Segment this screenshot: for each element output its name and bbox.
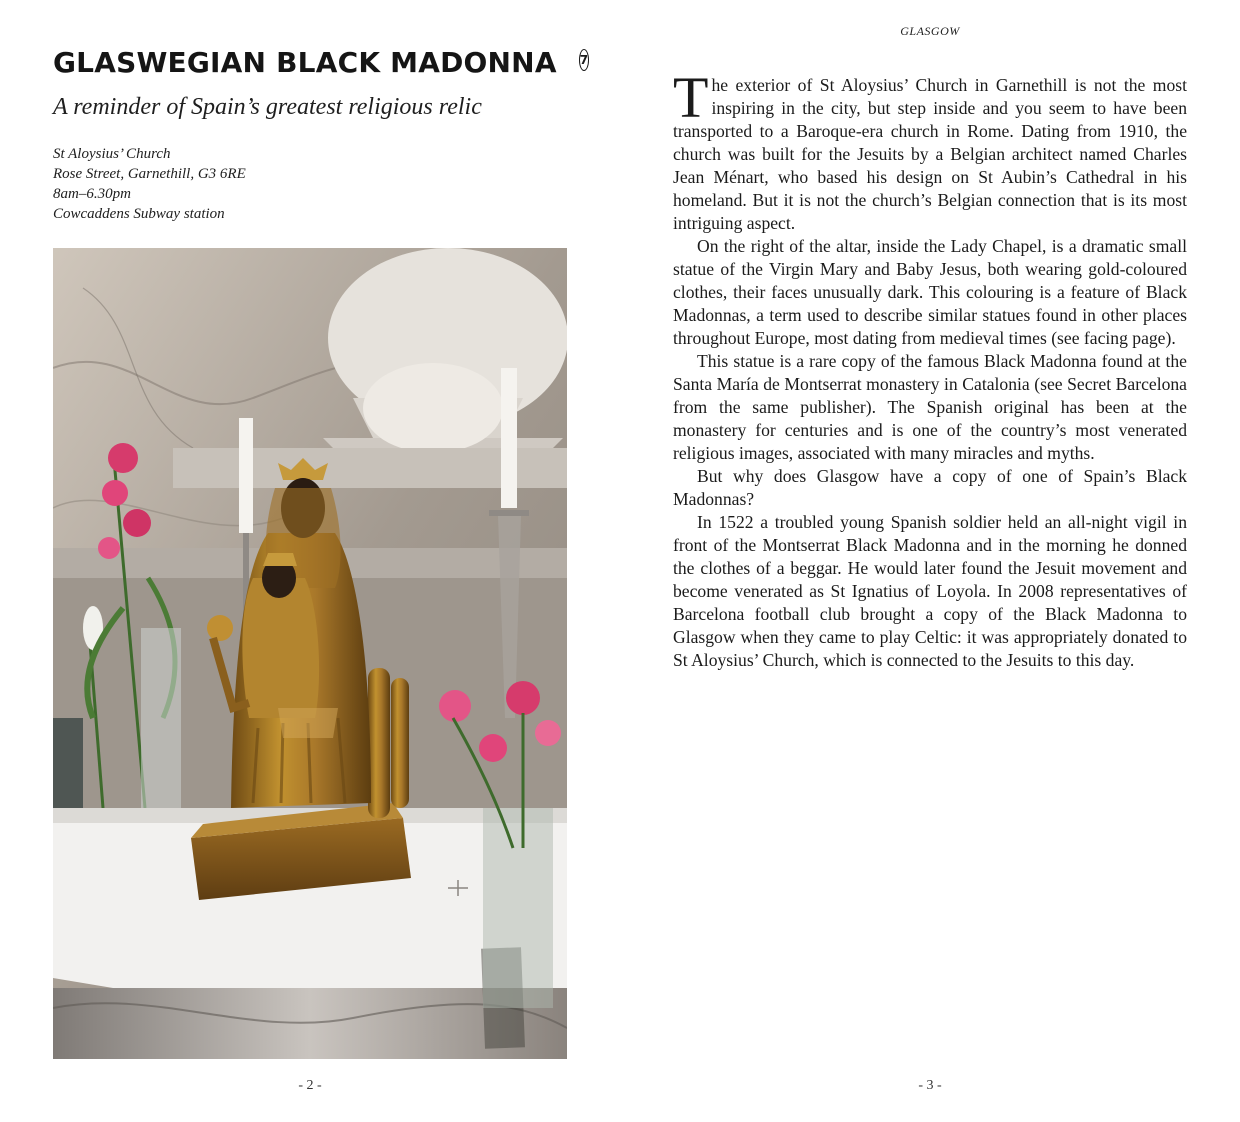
- paragraph-1-text: he exterior of St Aloysius’ Church in Garnethill is not the most inspiring in the city, but step inside and you seem to have been transported to a Baroque-era church in Rome. Dating from 1910, the church was built for the Jesuits by a Belgian architect named Charles Jean Ménart, who based his design on St Aubin’s Cathedral in his homeland. But it is not the church’s Belgian connection that is its most intriguing aspect.: [673, 75, 1187, 233]
- page-subtitle: A reminder of Spain’s greatest religious relic: [53, 94, 482, 120]
- location-info: [53, 144, 453, 224]
- title-row: [53, 46, 589, 79]
- paragraph-1: [673, 65, 1187, 235]
- article-body: [673, 65, 1187, 672]
- paragraph-5: In 1522 a troubled young Spanish soldier held an all-night vigil in front of the Montserrat Black Madonna and in the morning he donned the clothes of a beggar. He would later found the Jesuit movement and become venerated as St Ignatius of Loyola. In 2008 representatives of Barcelona football club brought a copy of the Black Madonna to Glasgow when they came to play Celtic: it was appropriately donated to St Aloysius’ Church, which is connected to the Jesuits to this day.: [673, 512, 1187, 670]
- entry-number-badge: 7: [579, 49, 589, 71]
- info-hours: 8am–6.30pm: [53, 186, 131, 202]
- info-church: St Aloysius’ Church: [53, 146, 171, 162]
- page-title: GLASWEGIAN BLACK MADONNA: [53, 46, 557, 79]
- page-number-left: - 2 -: [298, 1078, 322, 1093]
- info-address: Rose Street, Garnethill, G3 6RE: [53, 166, 246, 182]
- black-madonna-photo: [53, 248, 567, 1059]
- paragraph-2: On the right of the altar, inside the Lady Chapel, is a dramatic small statue of the Virgin Mary and Baby Jesus, both wearing gold-coloured clothes, their faces unusually dark. This colouring is a feature of Black Madonnas, a term used to describe similar statues found in other places throughout Europe, most dating from medieval times (see facing page).: [673, 236, 1187, 348]
- drop-cap: T: [673, 65, 709, 130]
- info-transport: Cowcaddens Subway station: [53, 206, 225, 222]
- paragraph-4: But why does Glasgow have a copy of one of Spain’s Black Madonnas?: [673, 466, 1187, 509]
- running-head: GLASGOW: [900, 24, 960, 38]
- page-number-right: - 3 -: [918, 1078, 942, 1093]
- paragraph-3: This statue is a rare copy of the famous Black Madonna found at the Santa María de Montserrat monastery in Catalonia (see Secret Barcelona from the same publisher). The Spanish original has been at the monastery for centuries and is one of the country’s most venerated religious images, associated with many miracles and myths.: [673, 351, 1187, 463]
- right-page: [620, 0, 1240, 1122]
